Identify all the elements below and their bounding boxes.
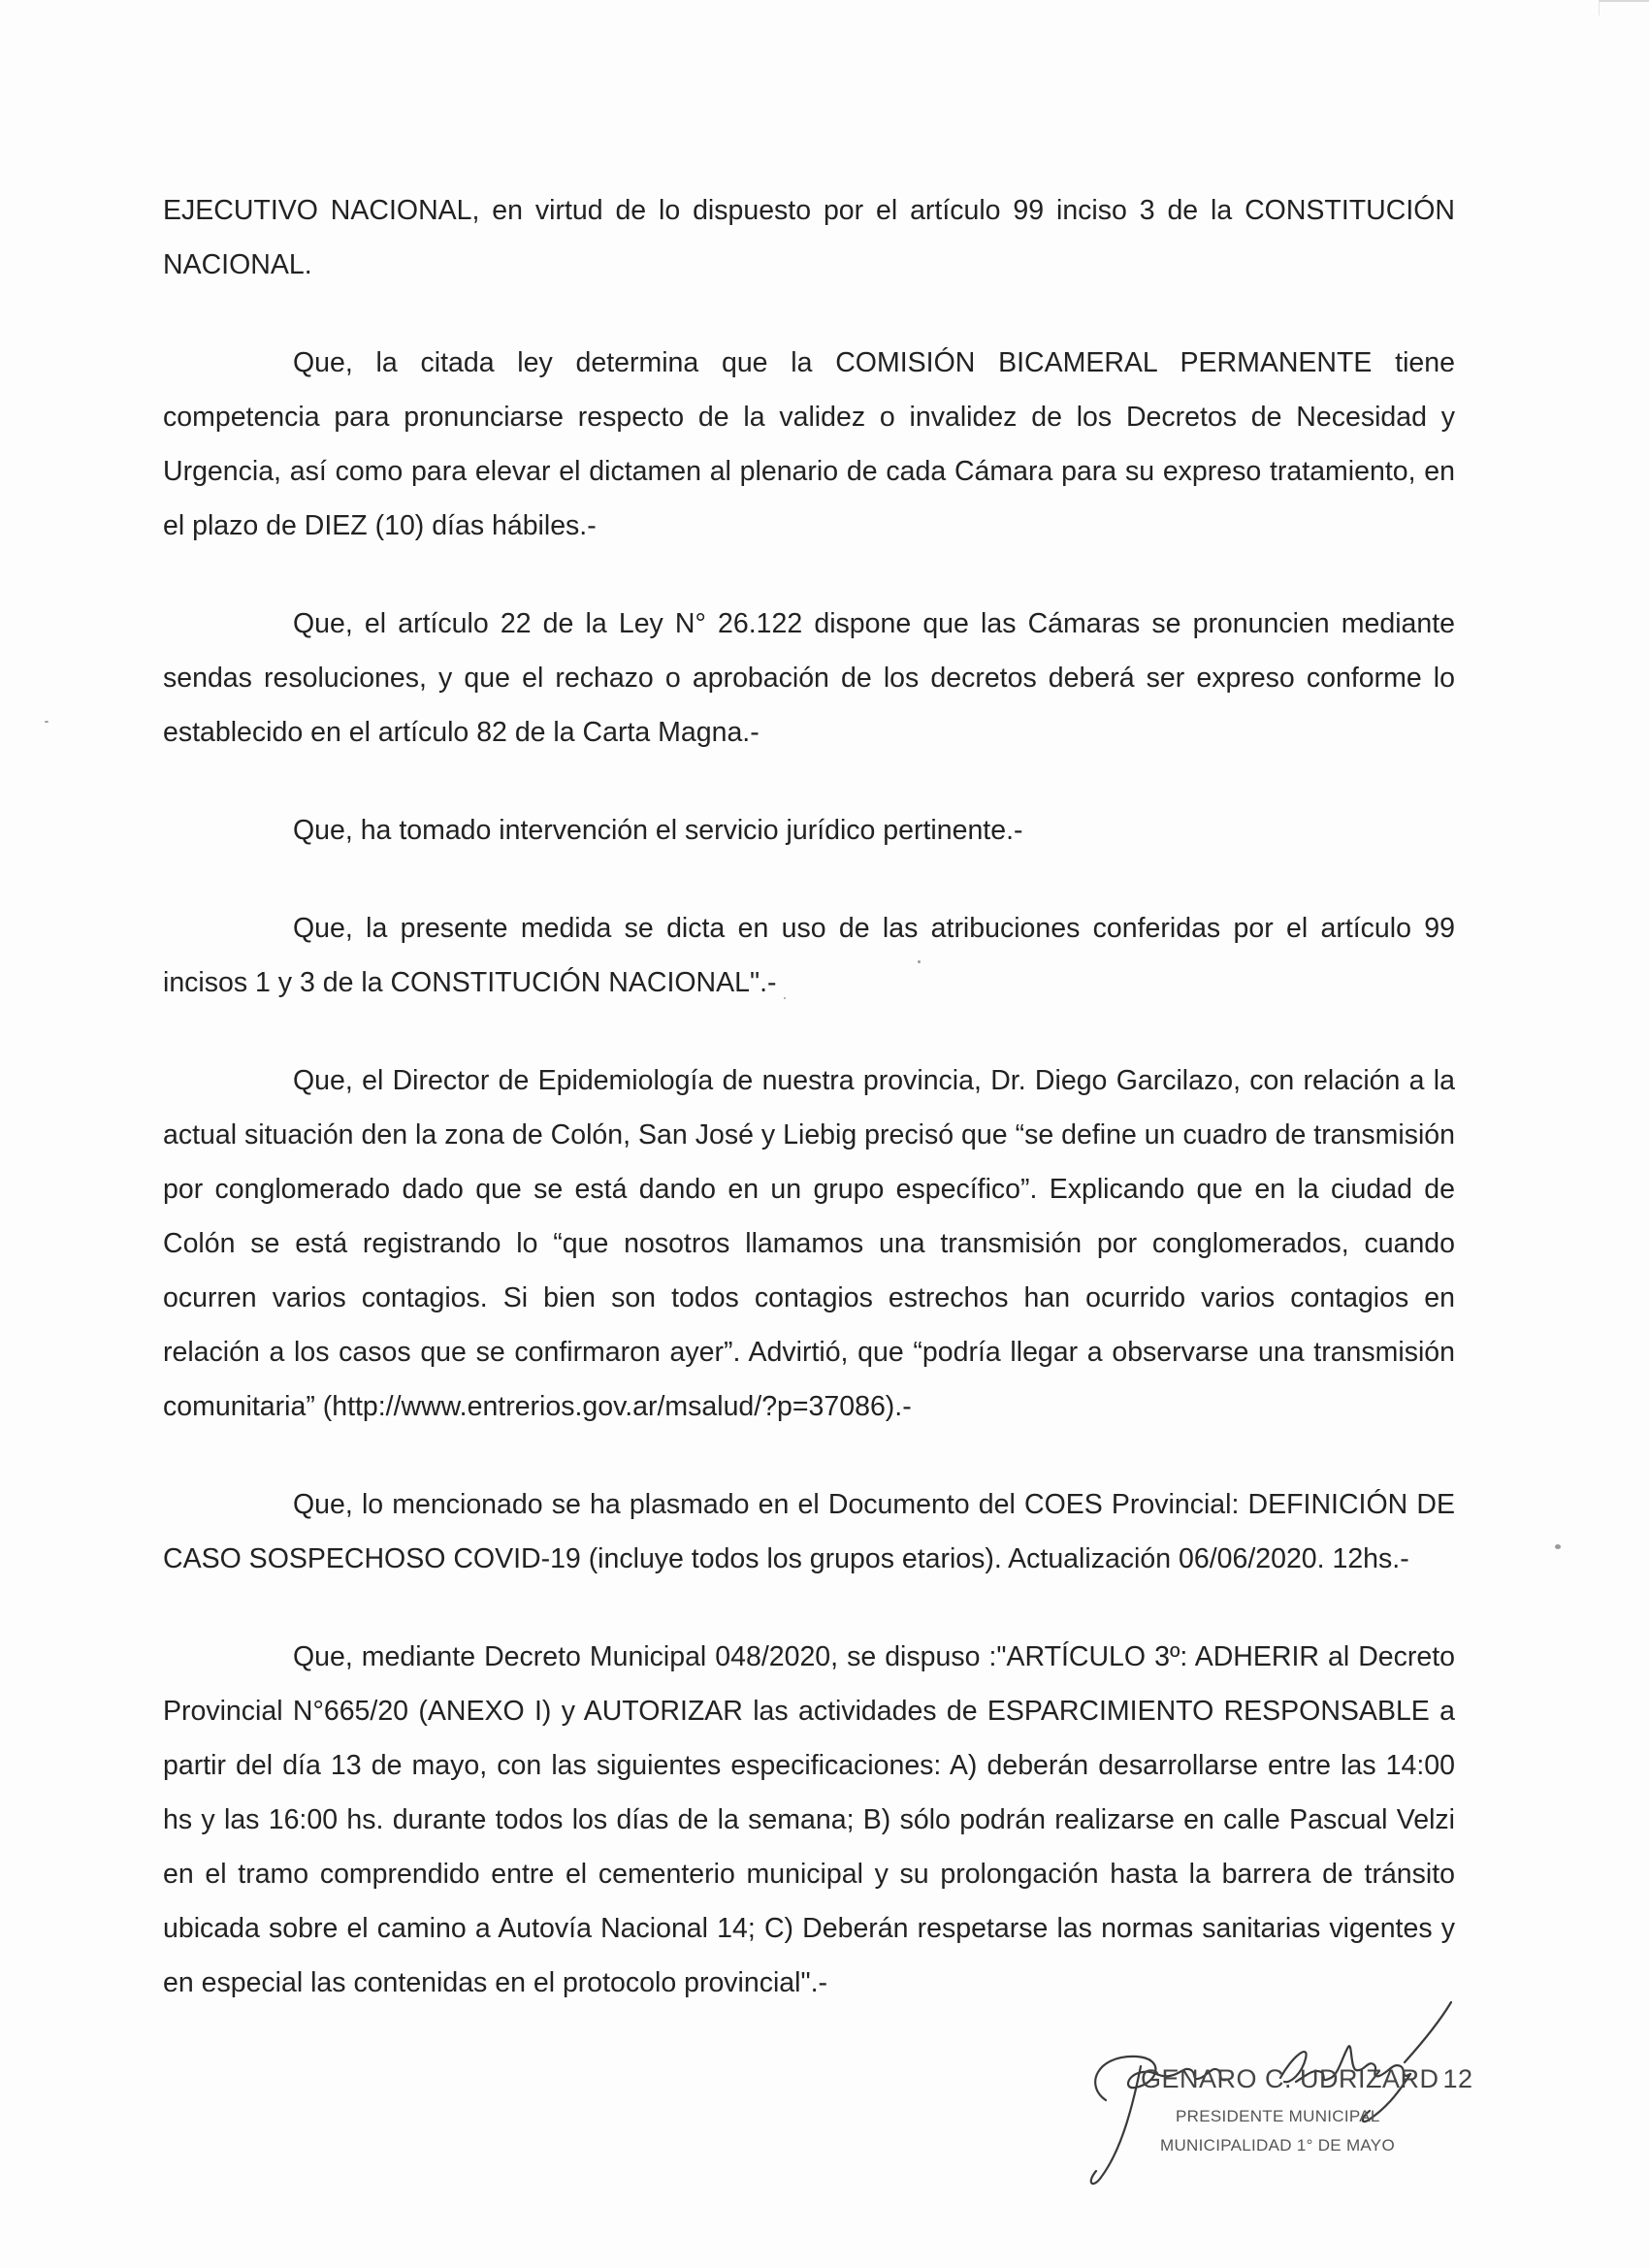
scan-speck [1555,1544,1561,1549]
page-number: 12 [1442,2064,1473,2093]
signer-role: PRESIDENTE MUNICIPAL [1176,2107,1380,2125]
signer-name-text: GENARO C. UDRIZARD [1141,2064,1439,2093]
paragraph-attributions: Que, la presente medida se dicta en uso de las atribuciones conferidas por el artículo 99 incisos 1 y 3 de la CONSTITUCIÓN NACIONAL".- [163,913,1455,998]
handwritten-signature [1077,1989,1484,2221]
signature-stamp [1077,1989,1484,2221]
paragraph-bicameral-commission: Que, la citada ley determina que la COMISIÓN BICAMERAL PERMANENTE tiene competencia para pronunciarse respecto de la validez o invalidez de los Decretos de Necesidad y Urgencia, así como para elevar el dictamen al plenario de cada Cámara para su expreso tratamiento, en el plazo de DIEZ (10) días hábiles.- [163,347,1455,541]
scan-speck [45,721,48,723]
signer-organization: MUNICIPALIDAD 1° DE MAYO [1160,2136,1395,2155]
paragraph-legal-service: Que, ha tomado intervención el servicio jurídico pertinente.- [293,815,1023,846]
signer-name [1141,2064,1473,2094]
document-body [163,183,1455,2054]
paragraph-constitution-reference: EJECUTIVO NACIONAL, en virtud de lo dispuesto por el artículo 99 inciso 3 de la CONSTITUCIÓN NACIONAL. [163,195,1455,280]
scan-corner-mark [1599,0,1649,16]
paragraph-article-22: Que, el artículo 22 de la Ley N° 26.122 dispone que las Cámaras se pronuncien mediante sendas resoluciones, y que el rechazo o aprobación de los decretos deberá ser expreso conforme lo establecido en el artículo 82 de la Carta Magna.- [163,608,1455,748]
paragraph-coes-document: Que, lo mencionado se ha plasmado en el Documento del COES Provincial: DEFINICIÓN DE CASO SOSPECHOSO COVID-19 (incluye todos los grupos etarios). Actualización 06/06/2020. 12hs.- [163,1489,1455,1574]
paragraph-epidemiology: Que, el Director de Epidemiología de nuestra provincia, Dr. Diego Garcilazo, con relación a la actual situación den la zona de Colón, San José y Liebig precisó que “se define un cuadro de transmisión por conglomerado dado que se está dando en un grupo específico”. Explicando que en la ciudad de Colón se está registrando lo “que nosotros llamamos una transmisión por conglomerados, cuando ocurren varios contagios. Si bien son todos contagios estrechos han ocurrido varios contagios en relación a los casos que se confirmaron ayer”. Advirtió, que “podría llegar a observarse una transmisión comunitaria” (http://www.entrerios.gov.ar/msalud/?p=37086).- [163,1065,1455,1422]
paragraph-municipal-decree: Que, mediante Decreto Municipal 048/2020, se dispuso :"ARTÍCULO 3º: ADHERIR al Decreto Provincial N°665/20 (ANEXO I) y AUTORIZAR las actividades de ESPARCIMIENTO RESPONSABLE a partir del día 13 de mayo, con las siguientes especificaciones: A) deberán desarrollarse entre las 14:00 hs y las 16:00 hs. durante todos los días de la semana; B) sólo podrán realizarse en calle Pascual Velzi en el tramo comprendido entre el cementerio municipal y su prolongación hasta la barrera de tránsito ubicada sobre el camino a Autovía Nacional 14; C) Deberán respetarse las normas sanitarias vigentes y en especial las contenidas en el protocolo provincial".- [163,1641,1455,1998]
